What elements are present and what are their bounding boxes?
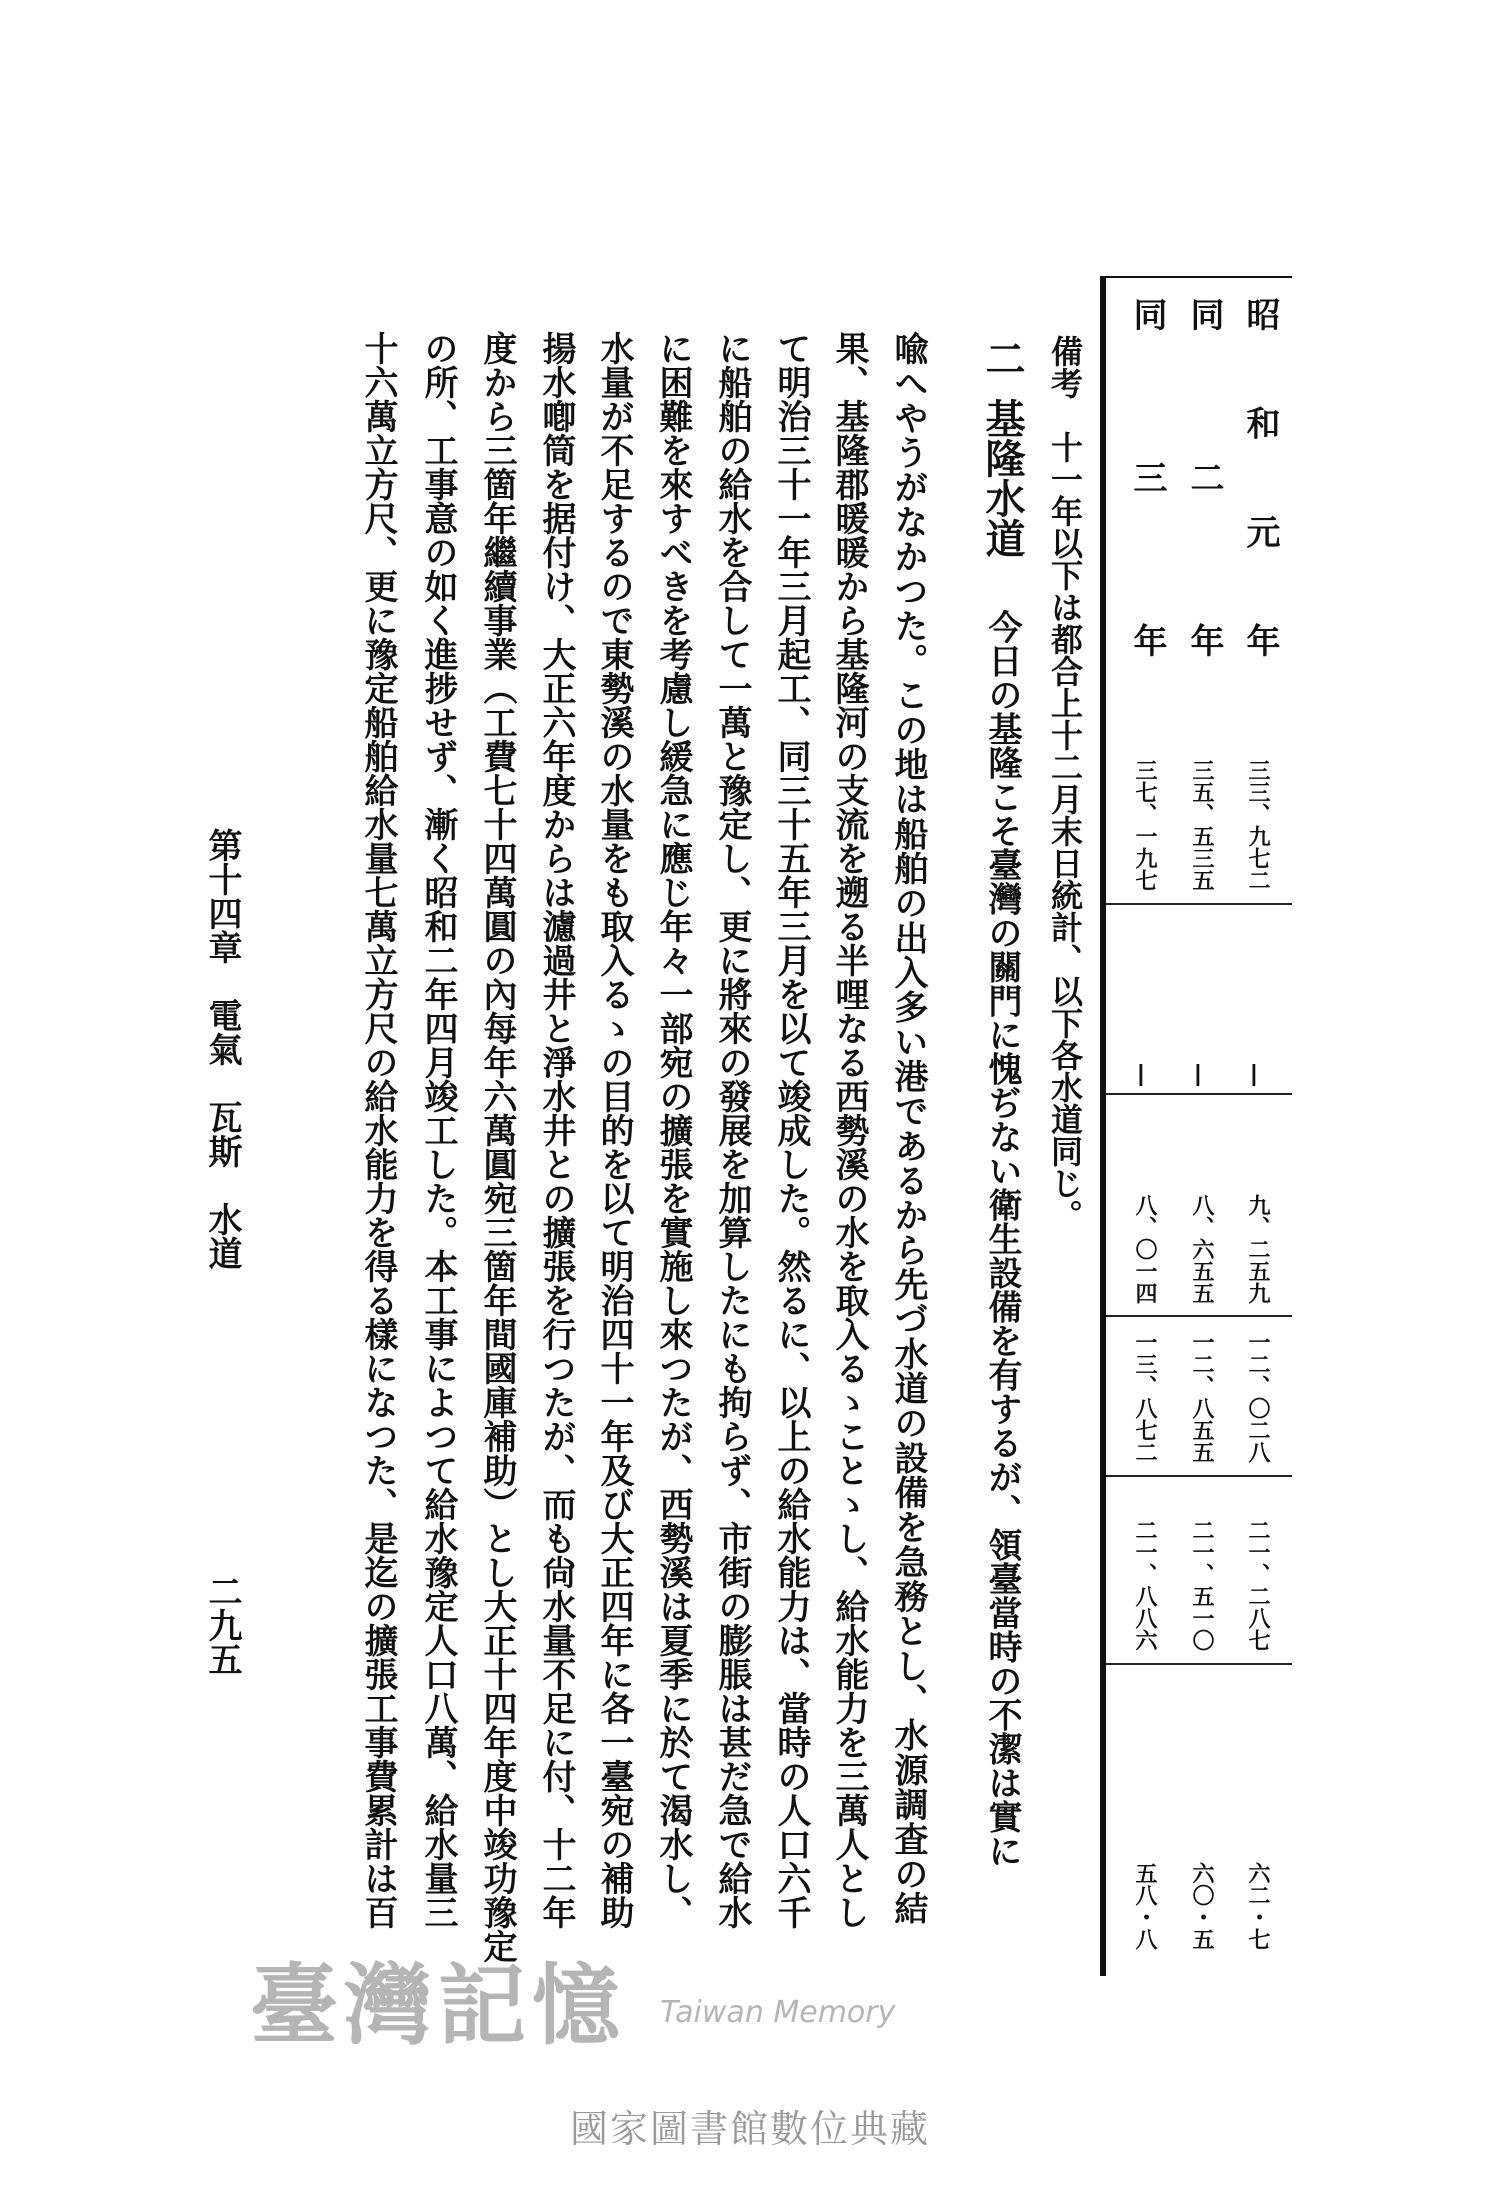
body-line: 十六萬立方尺、更に豫定船舶給水量七萬立方尺の給水能力を得る樣になつた、是迄の擴張工事費累計は百 — [358, 331, 398, 1929]
table-cell: 六〇・五 — [1189, 1862, 1214, 1950]
table-cell: 八、六五五 — [1189, 1194, 1214, 1304]
watermark-logo: 臺灣記憶 — [250, 1953, 627, 2057]
table-left-rule — [1100, 276, 1106, 1976]
table-cell: 九、二五九 — [1245, 1194, 1270, 1304]
table-cell: 二一、二八七 — [1245, 1519, 1270, 1651]
body-line: に船舶の給水を合して一萬と豫定し、更に將來の發展を加算したにも拘らず、市街の膨脹は甚だ急で給水 — [712, 331, 752, 1929]
body-line: 水量が不足するので東勢溪の水量をも取入るゝの目的を以て明治四十一年及び大正四年に各一臺宛の補助 — [594, 331, 634, 1929]
body-line: て明治三十一年三月起工、同三十五年三月を以て竣成した。然るに、以上の給水能力は、當時の人口六千 — [771, 331, 811, 1929]
table-cell: 一三、八七二 — [1132, 1331, 1157, 1463]
table-row-rule — [1106, 1663, 1292, 1665]
archive-label: 國家圖書館數位典藏 — [569, 2107, 930, 2151]
body-line: 果、基隆郡暖暖から基隆河の支流を遡る半哩なる西勢溪の水を取入るゝことゝし、給水能力を三萬人とし — [829, 331, 869, 1929]
table-year-label: 同三年 — [1127, 297, 1167, 657]
table-cell: ― — [1129, 1064, 1154, 1086]
table-cell: 三三、九七二 — [1245, 759, 1270, 891]
body-line: の所、工事意の如く進捗せず、漸く昭和二年四月竣工した。本工事によつて給水豫定人口八萬、給水量三 — [418, 331, 458, 1929]
table-cell: 二一、八八六 — [1132, 1519, 1157, 1651]
table-row-rule — [1106, 1475, 1292, 1477]
body-line: 揚水喞筒を据付け、大正六年度からは濾過井と淨水井との擴張を行つたが、而も尙水量不足に付、十二年 — [536, 331, 576, 1929]
table-row-rule — [1106, 1315, 1292, 1317]
table-year-label: 同二年 — [1184, 297, 1224, 657]
table-year-label: 昭和元年 — [1240, 297, 1280, 657]
section-number: 二 — [979, 338, 1025, 378]
page-number: 二九五 — [202, 1574, 242, 1676]
table-row-rule — [1106, 1093, 1292, 1095]
table-note: 備考 十一年以下は都合上十二月末日統計、以下各水道同じ。 — [1046, 335, 1084, 1231]
table-cell: 三五、五三五 — [1189, 759, 1214, 891]
table-cell: 五八・八 — [1132, 1862, 1157, 1950]
table-cell: 一二、〇二八 — [1245, 1331, 1270, 1463]
table-cell: 二一、五一〇 — [1189, 1519, 1214, 1651]
section-heading-line — [974, 338, 1031, 1868]
table-cell: 六二・七 — [1245, 1862, 1270, 1950]
table-top-rule — [1100, 276, 1292, 278]
table-cell: ― — [1186, 1064, 1211, 1086]
table-cell: ― — [1242, 1064, 1267, 1086]
table-cell: 三七、一九七 — [1132, 759, 1157, 891]
body-line: 度から三箇年繼續事業（工費七十四萬圓の內每年六萬圓宛三箇年間國庫補助）とし大正十四年度中竣功豫定 — [477, 331, 517, 1963]
body-line: 喩へやうがなかつた。この地は船舶の出入多い港であるから先づ水道の設備を急務とし、水源調査の結 — [888, 331, 928, 1925]
paragraph-first-line: 今日の基隆こそ臺灣の關門に愧ぢない衛生設備を有するが、領臺當時の不潔は實に — [982, 609, 1022, 1868]
section-title: 基隆水道 — [979, 397, 1025, 558]
chapter-footer: 第十四章 電氣 瓦斯 水道 — [202, 828, 242, 1270]
table-cell: 一二、八五五 — [1189, 1331, 1214, 1463]
table-cell: 八、〇一四 — [1132, 1194, 1157, 1304]
watermark-logo-en: Taiwan Memory — [660, 1995, 896, 2030]
table-row-rule — [1106, 903, 1292, 905]
body-line: に困難を來すべきを考慮し緩急に應じ年々一部宛の擴張を實施し來つたが、西勢溪は夏季に於て渴水し、 — [653, 331, 693, 1929]
